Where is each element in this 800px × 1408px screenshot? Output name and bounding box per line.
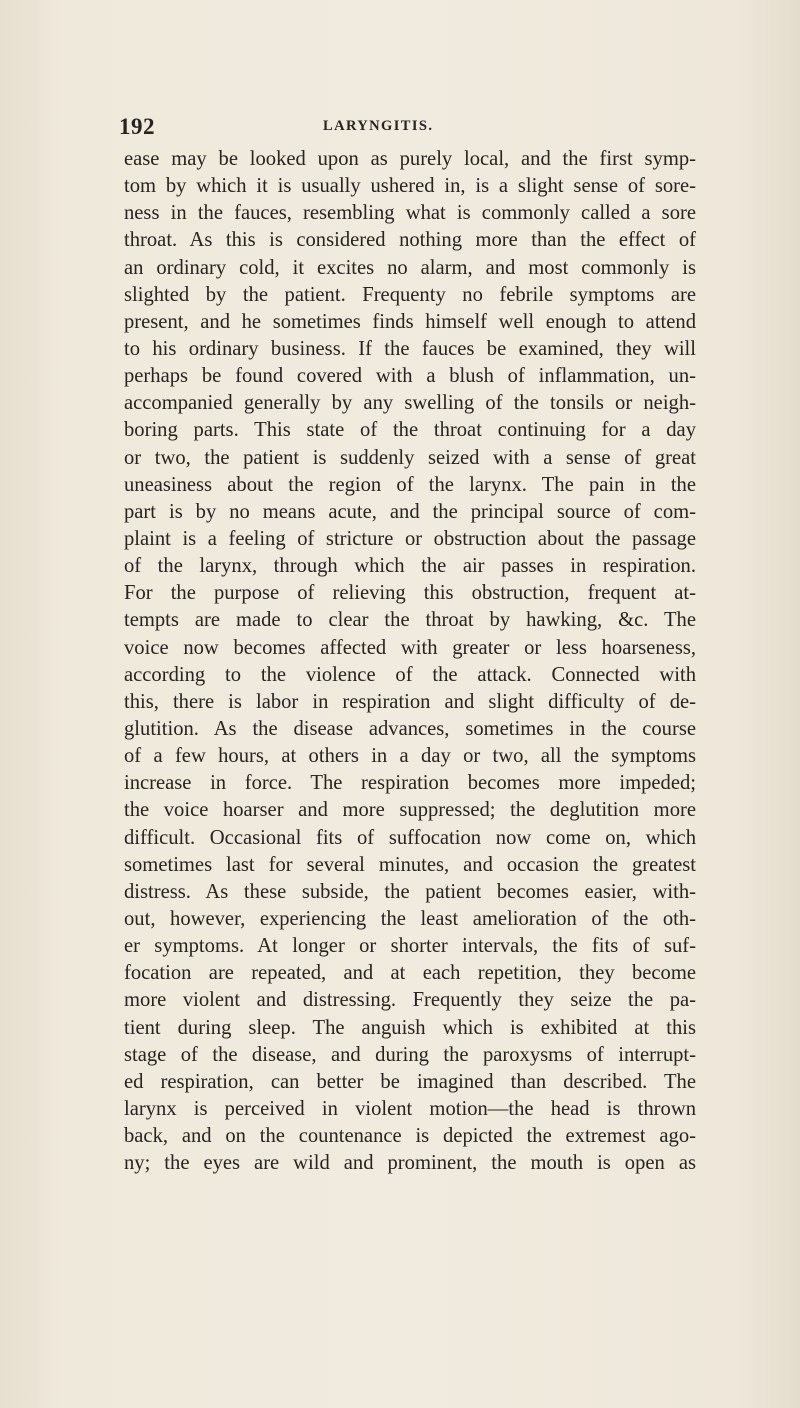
text-line: back, and on the countenance is depicted the extremest ago-: [124, 1125, 696, 1148]
text-line: sometimes last for several minutes, and occasion the greatest: [124, 853, 696, 876]
text-line: larynx is perceived in violent motion—the head is thrown: [124, 1097, 696, 1120]
text-line: to his ordinary business. If the fauces be examined, they will: [124, 337, 696, 360]
text-line: slighted by the patient. Frequenty no febrile symptoms are: [124, 283, 696, 306]
text-line: this, there is labor in respiration and slight difficulty of de-: [124, 690, 696, 713]
running-head: LARYNGITIS.: [323, 118, 434, 134]
text-line: glutition. As the disease advances, sometimes in the course: [124, 717, 696, 740]
text-line: ease may be looked upon as purely local, and the first symp-: [124, 148, 696, 170]
text-line: ny; the eyes are wild and prominent, the mouth is open as: [124, 1152, 696, 1175]
text-line: stage of the disease, and during the paroxysms of interrupt-: [124, 1043, 696, 1066]
page-header: [119, 114, 679, 144]
text-line: throat. As this is considered nothing more than the effect of: [124, 229, 696, 252]
text-line: present, and he sometimes finds himself well enough to attend: [124, 310, 696, 333]
text-line: of a few hours, at others in a day or two, all the symptoms: [124, 745, 696, 768]
text-line: difficult. Occasional fits of suffocation now come on, which: [124, 826, 696, 849]
text-line: For the purpose of relieving this obstruction, frequent at-: [124, 582, 696, 605]
text-line: according to the violence of the attack. Connected with: [124, 663, 696, 686]
text-line: tempts are made to clear the throat by hawking, &c. The: [124, 609, 696, 632]
text-line: uneasiness about the region of the larynx. The pain in the: [124, 473, 696, 496]
text-line: boring parts. This state of the throat continuing for a day: [124, 419, 696, 442]
text-line: voice now becomes affected with greater or less hoarseness,: [124, 636, 696, 659]
text-line: ed respiration, can better be imagined than described. The: [124, 1070, 696, 1093]
text-line: accompanied generally by any swelling of the tonsils or neigh-: [124, 392, 696, 415]
text-line: ness in the fauces, resembling what is commonly called a sore: [124, 202, 696, 225]
text-line: focation are repeated, and at each repetition, they become: [124, 962, 696, 985]
text-line: out, however, experiencing the least amelioration of the oth-: [124, 907, 696, 930]
text-line: part is by no means acute, and the principal source of com-: [124, 500, 696, 523]
text-line: increase in force. The respiration becomes more impeded;: [124, 772, 696, 795]
text-line: the voice hoarser and more suppressed; the deglutition more: [124, 799, 696, 822]
text-line: an ordinary cold, it excites no alarm, and most commonly is: [124, 256, 696, 279]
text-line: distress. As these subside, the patient becomes easier, with-: [124, 880, 696, 903]
text-line: of the larynx, through which the air passes in respiration.: [124, 555, 696, 578]
text-line: or two, the patient is suddenly seized with a sense of great: [124, 446, 696, 469]
text-line: more violent and distressing. Frequently they seize the pa-: [124, 989, 696, 1012]
body-text: [124, 146, 696, 1177]
text-line: plaint is a feeling of stricture or obstruction about the passage: [124, 527, 696, 550]
text-line: tient during sleep. The anguish which is exhibited at this: [124, 1016, 696, 1039]
page-number: 192: [119, 114, 155, 139]
text-line: tom by which it is usually ushered in, is a slight sense of sore-: [124, 175, 696, 198]
text-line: er symptoms. At longer or shorter intervals, the fits of suf-: [124, 935, 696, 958]
text-line: perhaps be found covered with a blush of inflammation, un-: [124, 365, 696, 388]
